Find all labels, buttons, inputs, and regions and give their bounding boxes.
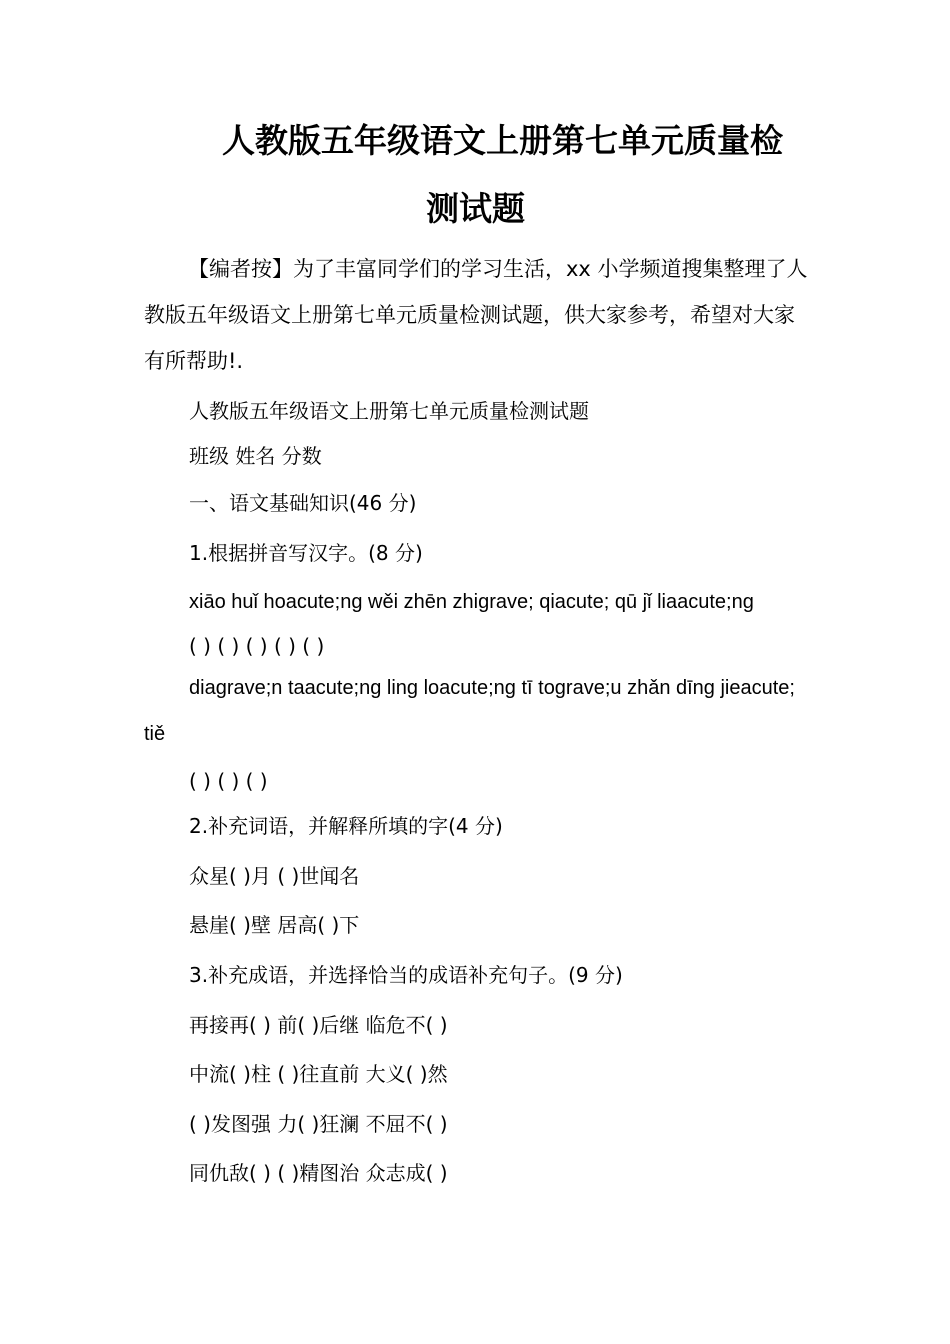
question-2-heading: 2.补充词语，并解释所填的字(4 分)	[189, 814, 503, 838]
class-name-score-line: 班级 姓名 分数	[189, 444, 322, 468]
question-1-blanks-row-2: ( ) ( ) ( )	[189, 769, 268, 793]
question-1-blanks-row-1: ( ) ( ) ( ) ( ) ( )	[189, 634, 325, 658]
question-1-pinyin-row-1: xiāo huǐ hoacute;ng wěi zhēn zhigrave; qiacute; qū jǐ liaacute;ng	[189, 591, 754, 613]
document-title-line-2: 测试题	[426, 189, 525, 228]
question-3-heading: 3.补充成语，并选择恰当的成语补充句子。(9 分)	[189, 963, 623, 987]
question-3-row-4: 同仇敌( ) ( )精图治 众志成( )	[189, 1161, 448, 1185]
question-1-pinyin-row-2: diagrave;n taacute;ng ling loacute;ng tī tograve;u zhǎn dīng jieacute; tiě	[144, 677, 795, 745]
question-2-row-1: 众星( )月 ( )世闻名	[189, 864, 360, 888]
question-3-row-3: ( )发图强 力( )狂澜 不屈不( )	[189, 1112, 448, 1136]
question-3-row-1: 再接再( ) 前( )后继 临危不( )	[189, 1013, 448, 1037]
section-heading-basics: 一、语文基础知识(46 分)	[189, 491, 417, 515]
editor-note-paragraph: 【编者按】为了丰富同学们的学习生活，xx 小学频道搜集整理了人教版五年级语文上册第七单元质量检测试题，供大家参考，希望对大家有所帮助!.	[144, 257, 808, 373]
question-1-heading: 1.根据拼音写汉字。(8 分)	[189, 541, 423, 565]
question-3-row-2: 中流( )柱 ( )往直前 大义( )然	[189, 1062, 448, 1086]
exam-title-line: 人教版五年级语文上册第七单元质量检测试题	[189, 399, 589, 423]
document-title-line-1: 人教版五年级语文上册第七单元质量检	[222, 121, 783, 160]
question-2-row-2: 悬崖( )壁 居高( )下	[189, 913, 360, 937]
